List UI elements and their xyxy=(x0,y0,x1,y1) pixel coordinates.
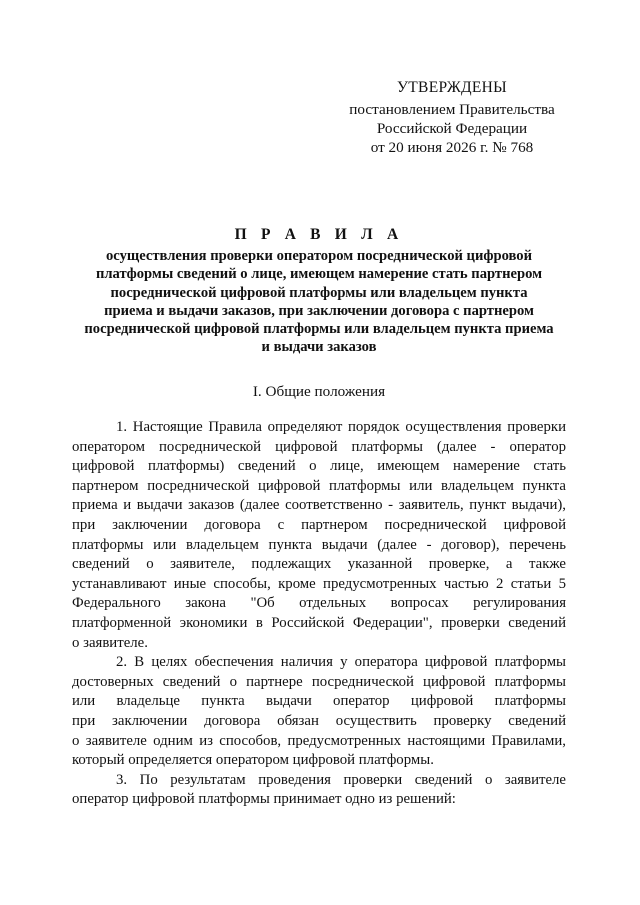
paragraph-line: Федерального закона "Об отдельных вопросах регулирования xyxy=(72,595,566,612)
approval-line: от 20 июня 2026 г. № 768 xyxy=(370,139,534,156)
approval-line: постановлением Правительства xyxy=(349,101,555,118)
document-body xyxy=(72,418,566,810)
paragraph-line: достоверных сведений о партнере посреднической цифровой платформы xyxy=(72,673,566,690)
paragraph-line: оператором посреднической цифровой платформы (далее - оператор xyxy=(72,438,566,455)
paragraph-line: 3. По результатам проведения проверки сведений о заявителе xyxy=(116,771,566,788)
paragraph-line: о заявителе. xyxy=(72,634,148,651)
approval-block xyxy=(330,78,574,157)
subtitle-line: посреднической цифровой платформы или владельцем пункта xyxy=(110,284,528,301)
paragraph xyxy=(72,653,566,771)
paragraph-line: который определяется оператором цифровой платформы. xyxy=(72,752,434,769)
document-title: П Р А В И Л А xyxy=(234,226,404,243)
paragraph-line: партнером посреднической цифровой платформы или владельцем пункта xyxy=(72,477,566,494)
subtitle-line: осуществления проверки оператором посреднической цифровой xyxy=(106,248,532,264)
paragraph-line: оператор цифровой платформы принимает одно из решений: xyxy=(72,791,456,808)
paragraph xyxy=(72,418,566,653)
paragraph-line: при заключении договора с партнером посреднической цифровой xyxy=(72,516,566,533)
approval-heading: УТВЕРЖДЕНЫ xyxy=(397,79,507,96)
subtitle-line: посреднической цифровой платформы или владельцем пункта приема xyxy=(84,321,554,338)
paragraph-line: при заключении договора обязан осуществить проверку сведений xyxy=(72,712,566,729)
paragraph-line: 2. В целях обеспечения наличия у оператора цифровой платформы xyxy=(116,654,566,671)
paragraph-line: 1. Настоящие Правила определяют порядок осуществления проверки xyxy=(116,419,566,435)
paragraph-line: устанавливают иные способы, кроме предусмотренных частью 2 статьи 5 xyxy=(72,575,566,592)
paragraph-line: платформы или владельцем пункта выдачи (далее - договор), перечень xyxy=(72,536,566,553)
subtitle-line: платформы сведений о лице, имеющем намерение стать партнером xyxy=(95,266,543,283)
section-heading: I. Общие положения xyxy=(252,383,386,400)
subtitle-line: приема и выдачи заказов, при заключении договора с партнером xyxy=(104,302,534,319)
document-subtitle xyxy=(72,247,566,357)
paragraph-line: цифровой платформы) сведений о лице, имеющем намерение стать xyxy=(72,458,566,475)
paragraph-line: или владельце пункта выдачи оператор цифровой платформы xyxy=(72,693,566,710)
subtitle-line: и выдачи заказов xyxy=(261,339,377,356)
paragraph-line: платформенной экономики в Российской Федерации", проверки сведений xyxy=(72,614,566,631)
paragraph-line: сведений о заявителе, подлежащих указанной проверке, а также xyxy=(72,556,566,573)
approval-line: Российской Федерации xyxy=(376,120,528,137)
paragraph xyxy=(72,771,566,810)
paragraph-line: о заявителе одним из способов, предусмотренных настоящими Правилами, xyxy=(72,732,566,749)
paragraph-line: приема и выдачи заказов (далее соответственно - заявитель, пункт выдачи), xyxy=(72,497,566,514)
